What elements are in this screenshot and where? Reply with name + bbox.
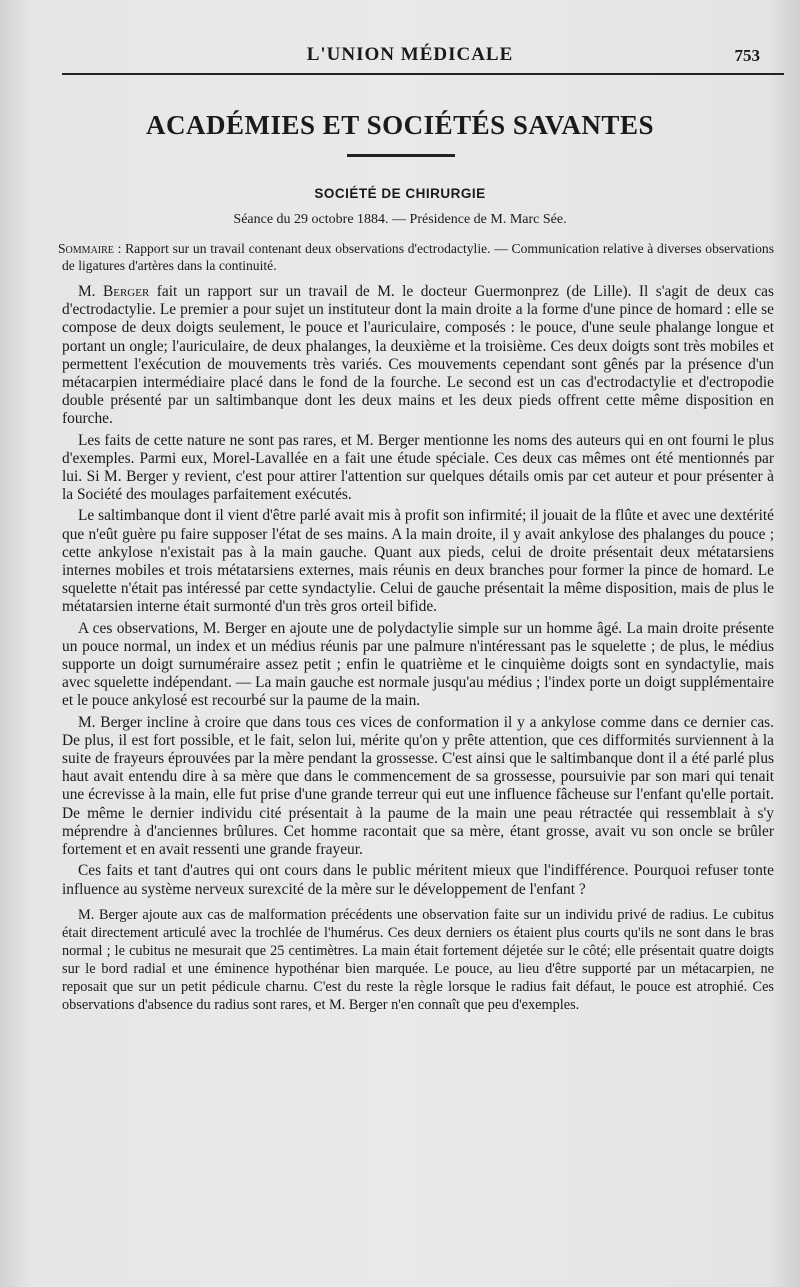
paragraph [62,283,774,429]
summary [58,240,774,274]
paragraph [62,620,774,711]
paragraph [62,507,774,616]
paragraph-text: Le saltimbanque dont il vient d'être parlé avait mis à profit son infirmité; il jouait de la flûte et avec une dextérité que n'eût guère pu faire supposer l'état de ses mains. A la main droite, il y avait ankylose des phalanges du pouce ; cette ankylose n'existait pas à la main gauche. Quant aux pieds, celui de droite présentait deux métatarsiens internes mobiles et trois métatarsiens externes, mais réunis en deux branches pour former la pince de homard. Le squelette n'était pas intéressé par cette syndactylie. Celui de gauche présentait la même disposition, mais de plus le métatarsien interne était surmonté d'un très gros orteil bifide. [62,507,774,616]
section-title: ACADÉMIES ET SOCIÉTÉS SAVANTES [146,110,654,140]
running-title: L'UNION MÉDICALE [306,44,514,65]
paragraph [62,862,774,898]
running-head [60,44,760,74]
small-print-paragraph [62,906,774,1014]
paragraph-text: Les faits de cette nature ne sont pas rares, et M. Berger mentionne les noms des auteurs qui en ont fourni le plus d'exemples. Parmi eux, Morel-Lavallée en a fait une étude spéciale. Ces deux cas mêmes ont été mentionnés par lui. Si M. Berger y revient, c'est pour attirer l'attention sur quelques détails omis par cet auteur et pour présenter à la Société des moulages parfaitement exécutés. [62,431,774,504]
seance-line: Séance du 29 octobre 1884. — Présidence de M. Marc Sée. [233,212,567,227]
paragraph-text: A ces observations, M. Berger en ajoute une de polydactylie simple sur un homme âgé. La main droite présente un pouce normal, un index et un médius réunis par une palmure n'intéressant pas le squelette ; de plus, le médius supporte un doigt surnuméraire assez petit ; enfin le quatrième et le cinquième doigts sont en syndactylie, mais avec squelette indépendant. — La main gauche est normale jusqu'au médius ; l'index porte un doigt supplémentaire et le pouce ankylosé est recourbé sur la paume de la main. [62,619,774,710]
paragraph-text: Ces faits et tant d'autres qui ont cours dans le public méritent mieux que l'indifférence. Pourquoi refuser tonte influence au système nerveux surexcité de la mère sur le développement de l'enfant ? [62,862,774,898]
paragraph-text: M. Berger ajoute aux cas de malformation précédents une observation faite sur un individu privé de radius. Le cubitus était directement articulé avec la trochlée de l'humérus. Ces deux derniers os étaient plus courts qu'ils ne sont dans le bras normal ; le cubitus ne mesurait que 25 centimètres. La main était fortement déjetée sur le côté; elle présentait quatre doigts sur le bord radial et une éminence hypothénar bien marquée. Le pouce, au lieu d'être supporté par un métacarpien, ne reposait que sur un petit pédicule charnu. C'est du reste la règle lorsque le radius fait défaut, le pouce est atrophié. Ces observations d'absence du radius sont rares, et M. Berger n'en connaît que peu d'exemples. [62,906,774,1013]
paragraph [62,714,774,860]
article-body [62,283,774,1017]
paragraph-text: M. Berger incline à croire que dans tous ces vices de conformation il y a ankylose comme dans ce dernier cas. De plus, il est fort possible, et le fait, selon lui, mérite qu'on y prête attention, que ces difformités surviennent à la suite de frayeurs éprouvées par la mère pendant la grossesse. C'est ainsi que le saltimbanque dont il a été parlé plus haut avait entendu dire à sa mère que dans le commencement de sa grossesse, poursuivie par son mari qui tenait une écrevisse à la main, elle fut prise d'une grande terreur qui eut une influence fâcheuse sur l'enfant qu'elle portait. De même le dernier individu cité présentait à la paume de la main une peau rétractée qui ressemblait à s'y méprendre à d'anciennes brûlures. Cet homme racontait que sa mère, étant grosse, avait vu son oncle se brûler fortement et en avait ressenti une grande frayeur. [62,713,774,859]
page-number: 753 [734,46,760,65]
society-heading: SOCIÉTÉ DE CHIRURGIE [314,186,486,201]
paragraph-text: fait un rapport sur un travail de M. le docteur Guermonprez (de Lille). Il s'agit de deux cas d'ectrodactylie. Le premier a pour sujet un instituteur dont la main droite a la forme d'une pince de homard : elle se compose de deux doigts seulement, le pouce et l'auriculaire, composés : le pouce, d'une seule phalange longue et portant un ongle; l'auriculaire, de deux phalanges, la deuxième et la troisième. Ces deux doigts sont très mobiles et permettent l'exécution de mouvements très variés. Ces mouvements cependant sont gênés par la présence d'un métacarpien intermédiaire placé dans le fond de la fourche. Le second est un cas d'ectrodactylie et d'ectropodie double présenté par un saltimbanque dont les deux mains et les deux pieds offrent cette même disposition en fourche. [62,283,774,428]
speaker-name: M. Berger [78,283,150,300]
title-rule [347,154,455,157]
summary-label: Sommaire [58,241,114,256]
paragraph [62,432,774,505]
summary-text: : Rapport sur un travail contenant deux observations d'ectrodactylie. — Communication relative à diverses observations de ligatures d'artères dans la continuité. [62,241,774,273]
header-rule [62,73,784,75]
